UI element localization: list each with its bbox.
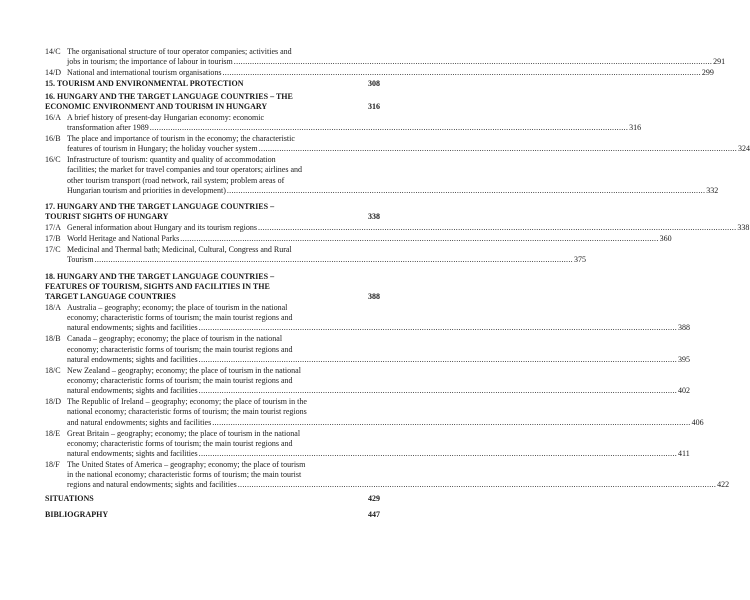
entry-page-number: 291	[713, 57, 726, 67]
entry-code: 18/E	[45, 428, 61, 438]
chapter-title-line: 17. HUNGARY AND THE TARGET LANGUAGE COUNTRIES –	[45, 202, 275, 212]
entry-text-line: economy; characteristic forms of tourism; the main tourist regions and	[67, 344, 293, 354]
entry-code: 18/D	[45, 397, 61, 407]
dot-leader	[199, 386, 677, 396]
dot-leader	[95, 255, 573, 265]
dot-leader	[199, 449, 677, 459]
entry-text-line: transformation after 1989	[67, 123, 149, 133]
entry-text-line: Tourism	[67, 255, 94, 265]
entry-page-number: 324	[738, 144, 750, 154]
entry-text-line: General information about Hungary and its tourism regions	[67, 223, 257, 233]
entry-page-number: 422	[717, 480, 730, 490]
chapter-title: 15. TOURISM AND ENVIRONMENTAL PROTECTION	[45, 79, 244, 89]
entry-page-number: 395	[678, 354, 691, 364]
toc-entry-17a	[45, 223, 750, 233]
toc-entry-14d	[45, 68, 714, 78]
entry-code: 17/A	[45, 223, 61, 233]
toc-entry-17b	[45, 234, 672, 244]
toc-bibliography	[45, 510, 380, 520]
entry-text-line: jobs in tourism; the importance of labour in tourism	[67, 57, 233, 67]
chapter-title-line: ECONOMIC ENVIRONMENT AND TOURISM IN HUNGARY	[45, 101, 268, 111]
toc-entry-18b	[45, 334, 691, 365]
entry-text-line: Medicinal and Thermal bath; Medicinal, Cultural, Congress and Rural	[67, 245, 292, 255]
entry-code: 14/C	[45, 47, 61, 56]
entry-code: 17/C	[45, 245, 61, 255]
dot-leader	[259, 144, 737, 154]
chapter-page-number: 316	[368, 101, 380, 111]
chapter-page-number: 447	[368, 509, 380, 519]
dot-leader	[212, 418, 690, 428]
entry-code: 18/C	[45, 365, 61, 375]
chapter-page-number: 338	[368, 212, 380, 222]
toc-chapter-17	[45, 202, 380, 222]
chapter-title-line: FEATURES OF TOURISM, SIGHTS AND FACILITIES IN THE	[45, 281, 270, 291]
entry-text-line: natural endowments; sights and facilities	[67, 386, 198, 396]
entry-page-number: 406	[691, 417, 704, 427]
entry-code: 18/A	[45, 303, 61, 313]
dot-leader	[238, 480, 716, 490]
entry-code: 18/B	[45, 334, 61, 344]
chapter-page-number: 429	[368, 493, 380, 503]
toc-entry-18e	[45, 428, 690, 460]
entry-code: 14/D	[45, 68, 61, 78]
chapter-title-line: TOURIST SIGHTS OF HUNGARY	[45, 212, 169, 222]
entry-text-line: other tourism transport (road network, rail system; problem areas of	[67, 175, 285, 185]
entry-code: 17/B	[45, 234, 61, 244]
entry-text-line: natural endowments; sights and facilities	[67, 354, 198, 364]
entry-page-number: 316	[629, 123, 642, 133]
entry-text-line: New Zealand – geography; economy; the place of tourism in the national	[67, 365, 301, 375]
toc-entry-18c	[45, 365, 691, 397]
entry-text-line: Australia – geography; economy; the place of tourism in the national	[67, 303, 288, 313]
chapter-title: BIBLIOGRAPHY	[45, 509, 109, 519]
toc-entry-16c	[45, 155, 719, 196]
entry-page-number: 338	[737, 223, 750, 233]
entry-text-line: in the national economy; characteristic forms of tourism; the main tourist	[67, 470, 302, 480]
entry-text-line: facilities; the market for travel companies and tour operators; airlines and	[67, 165, 303, 175]
entry-text-line: economy; characteristic forms of tourism; the main tourist regions and	[67, 313, 293, 323]
toc-entry-17c	[45, 245, 586, 265]
dot-leader	[150, 123, 628, 133]
dot-leader	[199, 355, 677, 365]
chapter-page-number: 308	[368, 79, 380, 89]
entry-page-number: 411	[678, 449, 690, 459]
toc-entry-14c	[45, 47, 726, 67]
entry-text-line: and natural endowments; sights and facilities	[67, 417, 212, 427]
toc-situations	[45, 494, 380, 504]
entry-code: 16/C	[45, 155, 61, 165]
entry-code: 18/F	[45, 460, 60, 470]
dot-leader	[258, 223, 736, 233]
entry-code: 16/B	[45, 134, 61, 144]
chapter-page-number: 388	[368, 292, 380, 302]
dot-leader	[199, 323, 677, 333]
entry-text-line: A brief history of present-day Hungarian economy: economic	[67, 112, 265, 122]
toc-entry-16a	[45, 112, 642, 133]
entry-text-line: natural endowments; sights and facilities	[67, 449, 198, 459]
chapter-title: SITUATIONS	[45, 493, 94, 503]
chapter-title-line: 16. HUNGARY AND THE TARGET LANGUAGE COUNTRIES – THE	[45, 91, 293, 101]
dot-leader	[227, 186, 705, 196]
entry-page-number: 332	[706, 185, 719, 195]
entry-text-line: regions and natural endowments; sights and facilities	[67, 480, 237, 490]
toc-entry-18d	[45, 397, 704, 428]
entry-text-line: features of tourism in Hungary; the holiday voucher system	[67, 144, 258, 154]
toc-chapter-15	[45, 79, 380, 89]
table-of-contents	[45, 47, 750, 521]
toc-entry-16b	[45, 134, 750, 154]
entry-page-number: 360	[659, 234, 672, 244]
toc-entry-18a	[45, 303, 691, 334]
chapter-title-line: TARGET LANGUAGE COUNTRIES	[45, 292, 176, 302]
entry-page-number: 375	[573, 255, 586, 265]
entry-page-number: 299	[701, 68, 714, 78]
dot-leader	[223, 68, 701, 78]
toc-chapter-18	[45, 272, 380, 303]
toc-entry-18f	[45, 460, 730, 491]
entry-text-line: economy; characteristic forms of tourism; the main tourist regions and	[67, 376, 293, 386]
entry-text-line: The place and importance of tourism in the economy; the characteristic	[67, 134, 295, 144]
dot-leader	[234, 57, 712, 67]
entry-text-line: World Heritage and National Parks	[67, 234, 180, 244]
entry-code: 16/A	[45, 112, 61, 122]
entry-text-line: Canada – geography; economy; the place of tourism in the national	[67, 334, 283, 344]
entry-text-line: The United States of America – geography; economy; the place of tourism	[67, 460, 306, 470]
entry-text-line: National and international tourism organisations	[67, 68, 222, 78]
entry-text-line: national economy; characteristic forms of tourism; the main tourist regions	[67, 407, 307, 417]
entry-text-line: The organisational structure of tour operator companies; activities and	[67, 47, 292, 56]
entry-text-line: The Republic of Ireland – geography; economy; the place of tourism in the	[67, 397, 307, 407]
entry-text-line: economy; characteristic forms of tourism; the main tourist regions and	[67, 438, 293, 448]
toc-chapter-16	[45, 92, 380, 112]
dot-leader	[180, 234, 658, 244]
entry-text-line: Hungarian tourism and priorities in development)	[67, 185, 226, 195]
entry-text-line: natural endowments; sights and facilities	[67, 323, 198, 333]
entry-text-line: Great Britain – geography; economy; the place of tourism in the national	[67, 428, 301, 438]
entry-page-number: 388	[678, 323, 691, 333]
chapter-title-line: 18. HUNGARY AND THE TARGET LANGUAGE COUNTRIES –	[45, 271, 275, 281]
entry-page-number: 402	[678, 386, 691, 396]
entry-text-line: Infrastructure of tourism: quantity and quality of accommodation	[67, 155, 276, 165]
